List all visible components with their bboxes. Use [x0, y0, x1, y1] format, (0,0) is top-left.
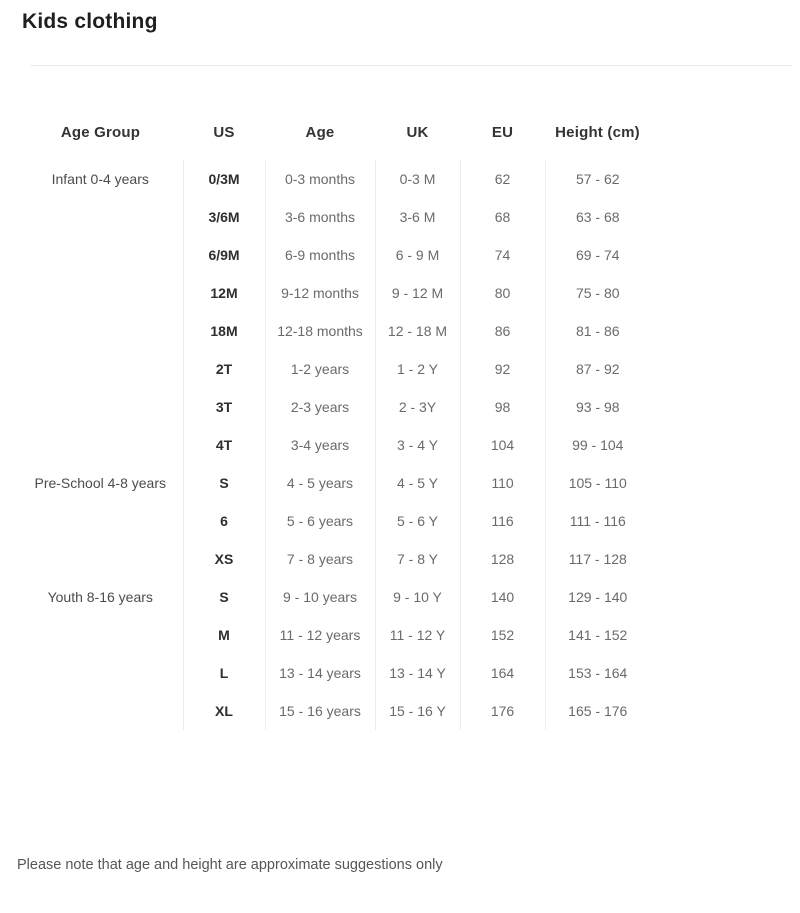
cell-eu: 176 [460, 692, 545, 730]
table-row [18, 502, 650, 540]
column-header-uk: UK [406, 123, 429, 141]
cell-age-group [18, 426, 183, 464]
cell-us: 6/9M [183, 236, 265, 274]
cell-height: 153 - 164 [545, 654, 650, 692]
cell-uk: 7 - 8 Y [375, 540, 460, 578]
cell-eu: 98 [460, 388, 545, 426]
table-row [18, 654, 650, 692]
cell-age: 11 - 12 years [265, 616, 375, 654]
cell-us: L [183, 654, 265, 692]
column-header-us: US [213, 123, 235, 141]
cell-age-group: Pre-School 4-8 years [34, 475, 166, 491]
cell-uk: 1 - 2 Y [375, 350, 460, 388]
cell-uk: 12 - 18 M [375, 312, 460, 350]
cell-us: S [183, 578, 265, 616]
cell-uk: 3 - 4 Y [375, 426, 460, 464]
cell-us: 18M [183, 312, 265, 350]
cell-age-group [18, 274, 183, 312]
cell-eu: 152 [460, 616, 545, 654]
table-row [18, 312, 650, 350]
cell-eu: 62 [460, 160, 545, 198]
table-row [18, 616, 650, 654]
cell-uk: 4 - 5 Y [375, 464, 460, 502]
size-table-body [18, 160, 650, 730]
cell-us: 0/3M [183, 160, 265, 198]
cell-age: 6-9 months [265, 236, 375, 274]
cell-age-group [18, 350, 183, 388]
cell-age: 3-6 months [265, 198, 375, 236]
cell-age-group [18, 692, 183, 730]
cell-age: 9-12 months [265, 274, 375, 312]
cell-eu: 104 [460, 426, 545, 464]
cell-uk: 9 - 10 Y [375, 578, 460, 616]
table-row [18, 198, 650, 236]
cell-age: 0-3 months [265, 160, 375, 198]
cell-age-group [18, 312, 183, 350]
cell-height: 165 - 176 [545, 692, 650, 730]
cell-uk: 5 - 6 Y [375, 502, 460, 540]
cell-height: 99 - 104 [545, 426, 650, 464]
cell-eu: 110 [460, 464, 545, 502]
cell-age-group [18, 236, 183, 274]
cell-us: XL [183, 692, 265, 730]
cell-age-group: Infant 0-4 years [51, 171, 149, 187]
cell-height: 75 - 80 [545, 274, 650, 312]
cell-us: 2T [183, 350, 265, 388]
cell-age-group [18, 540, 183, 578]
cell-us: M [183, 616, 265, 654]
column-header-age-group: Age Group [60, 123, 141, 141]
cell-uk: 2 - 3Y [375, 388, 460, 426]
table-row [18, 350, 650, 388]
page-title: Kids clothing [22, 10, 158, 33]
cell-height: 111 - 116 [545, 502, 650, 540]
cell-height: 93 - 98 [545, 388, 650, 426]
cell-eu: 128 [460, 540, 545, 578]
table-row [18, 692, 650, 730]
cell-us: 6 [183, 502, 265, 540]
cell-age: 1-2 years [265, 350, 375, 388]
table-row [18, 160, 650, 198]
cell-height: 141 - 152 [545, 616, 650, 654]
cell-eu: 80 [460, 274, 545, 312]
cell-height: 129 - 140 [545, 578, 650, 616]
header-row [18, 104, 650, 160]
cell-age: 2-3 years [265, 388, 375, 426]
cell-uk: 3-6 M [375, 198, 460, 236]
cell-age: 7 - 8 years [265, 540, 375, 578]
column-header-eu: EU [491, 123, 514, 141]
table-row [18, 274, 650, 312]
cell-eu: 68 [460, 198, 545, 236]
title-divider [30, 65, 792, 66]
cell-uk: 13 - 14 Y [375, 654, 460, 692]
cell-height: 63 - 68 [545, 198, 650, 236]
cell-height: 57 - 62 [545, 160, 650, 198]
cell-height: 87 - 92 [545, 350, 650, 388]
table-row [18, 236, 650, 274]
table-row [18, 578, 650, 616]
cell-age-group [18, 502, 183, 540]
cell-uk: 15 - 16 Y [375, 692, 460, 730]
cell-height: 105 - 110 [545, 464, 650, 502]
size-chart-table [18, 104, 650, 730]
cell-height: 81 - 86 [545, 312, 650, 350]
cell-us: S [183, 464, 265, 502]
cell-eu: 116 [460, 502, 545, 540]
cell-age: 9 - 10 years [265, 578, 375, 616]
cell-uk: 9 - 12 M [375, 274, 460, 312]
cell-us: 4T [183, 426, 265, 464]
cell-age: 5 - 6 years [265, 502, 375, 540]
cell-uk: 6 - 9 M [375, 236, 460, 274]
footnote: Please note that age and height are approximate suggestions only [17, 857, 443, 873]
cell-age: 15 - 16 years [265, 692, 375, 730]
cell-eu: 92 [460, 350, 545, 388]
cell-us: XS [183, 540, 265, 578]
cell-eu: 74 [460, 236, 545, 274]
cell-uk: 11 - 12 Y [375, 616, 460, 654]
table-row [18, 540, 650, 578]
cell-eu: 140 [460, 578, 545, 616]
cell-age-group: Youth 8-16 years [47, 589, 153, 605]
cell-height: 69 - 74 [545, 236, 650, 274]
cell-age: 4 - 5 years [265, 464, 375, 502]
cell-age-group [18, 616, 183, 654]
cell-age: 12-18 months [265, 312, 375, 350]
cell-age-group [18, 654, 183, 692]
size-table-header [18, 104, 650, 160]
cell-age: 13 - 14 years [265, 654, 375, 692]
cell-us: 3T [183, 388, 265, 426]
cell-eu: 86 [460, 312, 545, 350]
column-header-age: Age [305, 123, 335, 141]
cell-age-group [18, 388, 183, 426]
cell-age-group [18, 198, 183, 236]
table-row [18, 426, 650, 464]
cell-us: 3/6M [183, 198, 265, 236]
cell-height: 117 - 128 [545, 540, 650, 578]
column-header-height: Height (cm) [555, 123, 640, 141]
cell-uk: 0-3 M [375, 160, 460, 198]
cell-us: 12M [183, 274, 265, 312]
table-row [18, 464, 650, 502]
cell-age: 3-4 years [265, 426, 375, 464]
table-row [18, 388, 650, 426]
cell-eu: 164 [460, 654, 545, 692]
